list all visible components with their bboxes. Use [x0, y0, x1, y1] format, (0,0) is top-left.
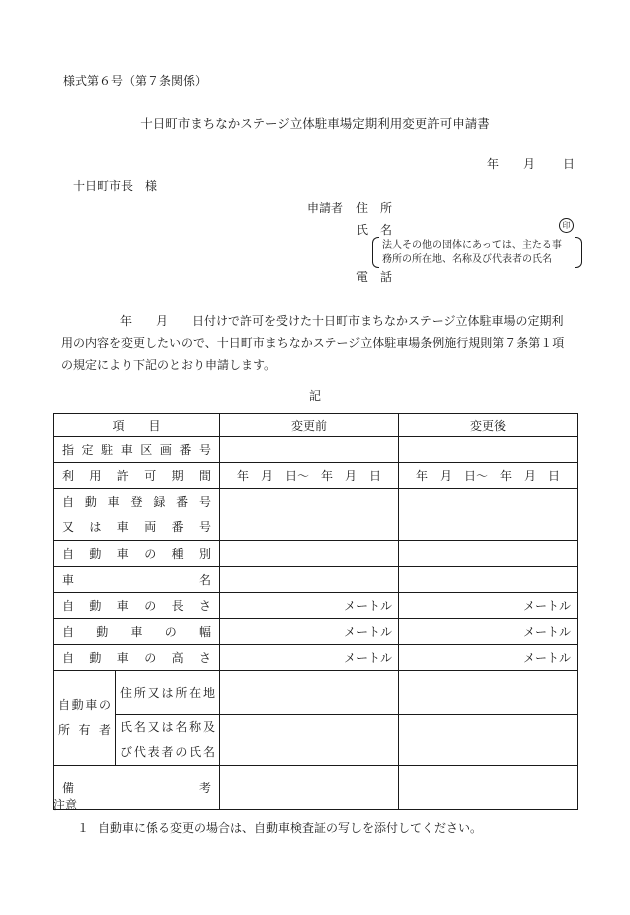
table-row — [54, 541, 578, 567]
height-before-cell[interactable]: メートル — [220, 645, 399, 671]
table-row — [54, 671, 578, 715]
seal-mark: 印 — [559, 218, 574, 233]
remarks-before-cell[interactable] — [220, 766, 399, 810]
table-row — [54, 619, 578, 645]
table-row — [54, 567, 578, 593]
car-name-before-cell[interactable] — [220, 567, 399, 593]
header-after: 変更後 — [399, 414, 578, 437]
document-title: 十日町市まちなかステージ立体駐車場定期利用変更許可申請書 — [140, 116, 490, 131]
name-label: 氏 名 — [356, 223, 393, 237]
registration-line-1: 自動車登録番号 — [62, 494, 212, 509]
row-label-remarks: 備考 — [54, 766, 220, 810]
remarks-after-cell[interactable] — [399, 766, 578, 810]
registration-line-2: 又は車両番号 — [62, 519, 212, 534]
period-after-cell[interactable]: 年 月 日～ 年 月 日 — [399, 463, 578, 489]
form-number: 様式第６号（第７条関係） — [63, 74, 208, 88]
address-label: 住 所 — [356, 201, 393, 215]
kind-before-cell[interactable] — [220, 541, 399, 567]
table-row — [54, 489, 578, 541]
owner-name-before-cell[interactable] — [220, 715, 399, 766]
table-row — [54, 715, 578, 766]
applicant-label: 申請者 — [307, 201, 344, 215]
header-item: 項 目 — [54, 414, 220, 437]
row-label-lot: 指定駐車区画番号 — [54, 437, 220, 463]
width-before-cell[interactable]: メートル — [220, 619, 399, 645]
owner-name-line-2: び代表者の氏名 — [120, 745, 216, 759]
body-line-3: の規定により下記のとおり申請します。 — [61, 358, 277, 372]
row-label-kind: 自動車の種別 — [54, 541, 220, 567]
phone-label: 電 話 — [356, 270, 393, 284]
row-label-owner — [54, 671, 116, 766]
registration-before-cell[interactable] — [220, 489, 399, 541]
application-table — [53, 413, 578, 810]
date-day: 日 — [563, 157, 576, 171]
note-number-1: １ — [77, 821, 90, 835]
table-row — [54, 645, 578, 671]
row-label-car-name: 車名 — [54, 567, 220, 593]
notes-title: 注意 — [53, 798, 78, 812]
ki-heading: 記 — [308, 389, 321, 403]
lot-after-cell[interactable] — [399, 437, 578, 463]
row-label-registration — [54, 489, 220, 541]
row-label-width: 自動車の幅 — [54, 619, 220, 645]
owner-name-line-1: 氏名又は名称及 — [120, 720, 216, 734]
owner-line-1: 自動車の — [58, 698, 111, 712]
length-after-cell[interactable]: メートル — [399, 593, 578, 619]
owner-line-2: 所有者 — [58, 723, 111, 737]
lot-before-cell[interactable] — [220, 437, 399, 463]
period-before-cell[interactable]: 年 月 日～ 年 月 日 — [220, 463, 399, 489]
owner-address-before-cell[interactable] — [220, 671, 399, 715]
kind-after-cell[interactable] — [399, 541, 578, 567]
row-label-owner-name — [116, 715, 220, 766]
note-text-1: 自動車に係る変更の場合は、自動車検査証の写しを添付してください。 — [98, 821, 483, 835]
row-label-height: 自動車の高さ — [54, 645, 220, 671]
table-row — [54, 593, 578, 619]
body-line-2: 用の内容を変更したいので、十日町市まちなかステージ立体駐車場条例施行規則第７条第１項 — [61, 336, 565, 350]
table-row — [54, 437, 578, 463]
table-row — [54, 463, 578, 489]
height-after-cell[interactable]: メートル — [399, 645, 578, 671]
car-name-after-cell[interactable] — [399, 567, 578, 593]
table-row — [54, 766, 578, 810]
note-line-2: 務所の所在地、名称及び代表者の氏名 — [382, 254, 552, 265]
owner-address-after-cell[interactable] — [399, 671, 578, 715]
body-line-1: 年 月 日付けで許可を受けた十日町市まちなかステージ立体駐車場の定期利 — [120, 314, 564, 328]
width-after-cell[interactable]: メートル — [399, 619, 578, 645]
header-before: 変更前 — [220, 414, 399, 437]
note-line-1: 法人その他の団体にあっては、主たる事 — [382, 240, 562, 251]
applicant-note — [372, 237, 582, 268]
row-label-period: 利用許可期間 — [54, 463, 220, 489]
table-header-row — [54, 414, 578, 437]
length-before-cell[interactable]: メートル — [220, 593, 399, 619]
row-label-length: 自動車の長さ — [54, 593, 220, 619]
owner-name-after-cell[interactable] — [399, 715, 578, 766]
row-label-owner-address: 住所又は所在地 — [116, 671, 220, 715]
registration-after-cell[interactable] — [399, 489, 578, 541]
date-month: 月 — [523, 157, 536, 171]
addressee: 十日町市長 様 — [73, 179, 158, 193]
date-year: 年 — [487, 157, 500, 171]
